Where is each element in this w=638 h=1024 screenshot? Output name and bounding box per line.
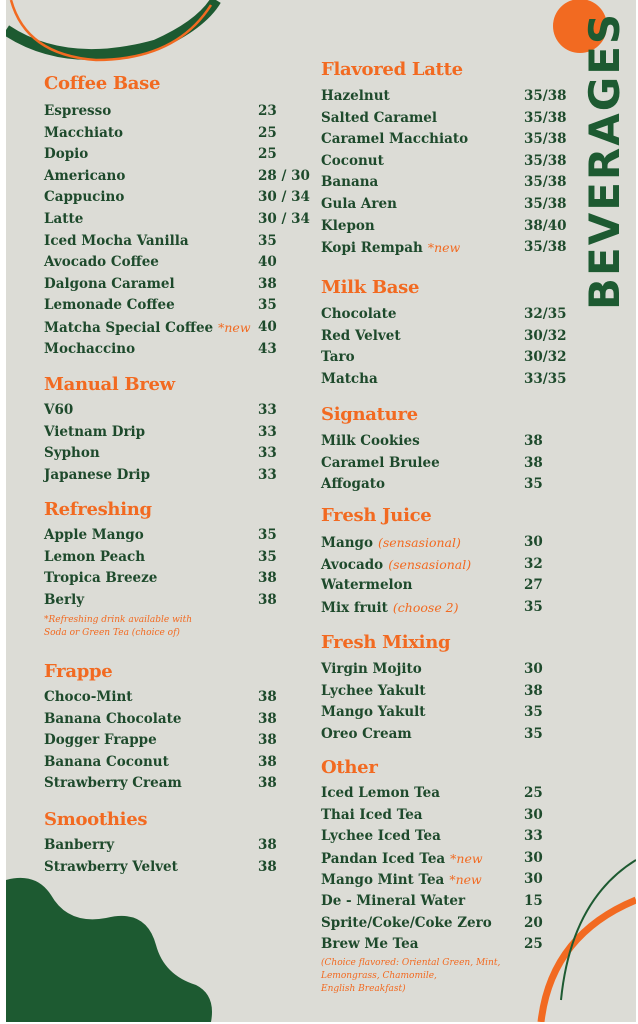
menu-item-name: [44, 276, 175, 293]
section-title: Milk Base: [321, 277, 420, 298]
menu-item-price: 30 / 34: [258, 189, 310, 206]
item-name: Mango Yakult: [321, 704, 426, 721]
section-title: Refreshing: [44, 499, 152, 520]
menu-item-name: [44, 527, 144, 544]
menu-item-price: 28 / 30: [258, 167, 310, 184]
menu-item-price: 40: [258, 254, 277, 271]
menu-item-name: [321, 455, 440, 472]
menu-item-price: 30 / 34: [258, 211, 310, 227]
menu-item-name: [44, 146, 88, 163]
note-line: *Refreshing drink available with: [44, 615, 193, 625]
item-name: Virgin Mojito: [321, 661, 422, 677]
menu-item-name: [44, 319, 251, 337]
item-name: Milk Cookies: [321, 433, 420, 449]
menu-item-price: 33: [258, 423, 277, 440]
bottom-left-green-blob: [6, 878, 212, 1022]
section-title: Flavored Latte: [321, 59, 463, 80]
menu-item-name: [44, 837, 114, 854]
menu-item-name: [44, 254, 159, 271]
menu-item-price: 38: [258, 837, 277, 853]
menu-item-name: [44, 549, 145, 566]
menu-item-name: [321, 704, 426, 721]
item-name: Dopio: [44, 146, 89, 163]
menu-item-price: 35: [524, 704, 543, 721]
menu-item-price: 30/32: [524, 349, 567, 366]
menu-item-price: 25: [524, 785, 543, 801]
item-name: Lychee Yakult: [321, 682, 426, 699]
item-tag: (choose 2): [392, 599, 459, 615]
item-name: Gula Aren: [321, 196, 397, 212]
menu-item-price: 38: [258, 591, 277, 608]
menu-item-price: 35/38: [524, 196, 567, 212]
item-name: Pandan Iced Tea: [321, 850, 446, 867]
menu-item-name: [44, 732, 157, 749]
menu-item-price: 20: [524, 914, 543, 931]
menu-item-price: 30/32: [524, 327, 567, 344]
item-tag: *new: [218, 320, 251, 335]
bottom-right-orange-arc: [541, 900, 636, 1022]
menu-item-price: 35: [258, 232, 277, 249]
menu-item-name: [321, 726, 412, 743]
menu-item-name: [321, 785, 440, 802]
menu-item-name: [321, 153, 384, 170]
top-left-green-arc: [6, 0, 216, 55]
menu-item-name: [321, 131, 468, 148]
item-name: Mix fruit: [321, 599, 388, 616]
menu-item-price: 38: [258, 753, 277, 770]
menu-item-price: 35: [524, 598, 543, 615]
item-name: Berly: [44, 591, 85, 608]
menu-item-price: 38: [524, 682, 543, 699]
item-name: Banana: [321, 174, 379, 191]
menu-item-price: 25: [524, 936, 543, 953]
menu-item-price: 25: [258, 146, 277, 163]
note-line: (Choice flavored: Oriental Green, Mint,: [321, 958, 501, 968]
menu-item-name: [321, 349, 355, 366]
menu-item-name: [44, 233, 189, 250]
item-name: Choco-Mint: [44, 689, 133, 705]
item-name: Matcha Special Coffee: [44, 320, 214, 336]
item-name: Latte: [44, 211, 84, 227]
item-name: Avocado: [321, 556, 384, 573]
item-tag: (sensasional): [377, 535, 461, 550]
menu-item-name: [44, 189, 124, 206]
menu-item-name: [44, 570, 157, 587]
menu-item-price: 38: [258, 858, 277, 875]
item-tag: (sensasional): [388, 556, 472, 572]
menu-item-name: [44, 467, 150, 484]
section-title: Signature: [321, 404, 418, 425]
page-title: BEVERAGES: [580, 11, 629, 310]
menu-item-name: [44, 103, 111, 120]
menu-item-name: [321, 196, 397, 213]
item-name: V60: [44, 402, 74, 418]
menu-item-name: [44, 592, 84, 609]
item-name: Syphon: [44, 445, 100, 462]
section-title: Fresh Juice: [321, 505, 432, 526]
item-name: Americano: [44, 167, 126, 184]
section-note: [44, 614, 192, 640]
bottom-right-green-arc: [561, 860, 636, 1000]
item-name: Avocado Coffee: [44, 254, 159, 271]
item-name: Thai Iced Tea: [321, 806, 423, 823]
menu-item-name: [321, 828, 441, 845]
menu-item-name: [321, 577, 413, 594]
menu-item-price: 40: [258, 319, 277, 335]
menu-item-price: 35/38: [524, 152, 567, 169]
menu-item-price: 38: [524, 454, 543, 471]
menu-item-price: 35: [524, 476, 543, 493]
menu-item-price: 32/35: [524, 306, 567, 322]
section-title: Frappe: [44, 661, 113, 682]
menu-item-name: [321, 556, 471, 574]
menu-item-name: [321, 915, 492, 932]
item-name: Tropica Breeze: [44, 570, 158, 587]
menu-item-price: 38: [258, 570, 277, 587]
menu-item-name: [44, 711, 181, 728]
item-name: Mochaccino: [44, 340, 136, 357]
item-name: Kopi Rempah: [321, 240, 423, 257]
menu-item-name: [321, 599, 459, 617]
section-title: Manual Brew: [44, 374, 175, 395]
menu-item-price: 38: [258, 775, 277, 792]
section-title: Fresh Mixing: [321, 632, 451, 653]
item-name: Banana Chocolate: [44, 710, 182, 727]
menu-item-price: 30: [524, 534, 543, 550]
section-title: Smoothies: [44, 809, 148, 830]
menu-item-name: [44, 341, 135, 358]
item-name: Red Velvet: [321, 327, 401, 344]
menu-item-price: 38: [258, 732, 277, 749]
item-name: Affogato: [321, 476, 385, 493]
item-name: Vietnam Drip: [44, 423, 146, 440]
item-name: Lychee Iced Tea: [321, 828, 441, 845]
item-name: Matcha: [321, 370, 378, 387]
note-line: Lemongrass, Chamomile,: [321, 971, 437, 981]
item-name: De - Mineral Water: [321, 893, 466, 909]
menu-item-name: [321, 683, 426, 700]
item-name: Sprite/Coke/Coke Zero: [321, 914, 492, 931]
item-name: Mango: [321, 535, 373, 551]
item-tag: *new: [427, 240, 461, 256]
item-name: Lemon Peach: [44, 548, 146, 565]
section-note: [321, 957, 500, 996]
menu-item-name: [44, 775, 182, 792]
item-name: Iced Mocha Vanilla: [44, 232, 189, 249]
menu-item-price: 35/38: [524, 131, 567, 148]
item-name: Chocolate: [321, 306, 397, 322]
menu-item-name: [321, 661, 422, 678]
item-name: Dalgona Caramel: [44, 275, 175, 292]
item-name: Banana Coconut: [44, 753, 169, 770]
item-name: Oreo Cream: [321, 725, 412, 742]
menu-item-name: [44, 689, 133, 706]
menu-item-name: [321, 88, 390, 105]
menu-item-price: 38: [258, 710, 277, 727]
menu-item-price: 30: [524, 849, 543, 866]
item-name: Espresso: [44, 103, 112, 119]
menu-item-name: [321, 110, 437, 127]
menu-item-name: [321, 534, 461, 552]
menu-item-name: [44, 445, 100, 462]
item-name: Banberry: [44, 837, 115, 853]
item-tag: *new: [450, 850, 483, 866]
menu-item-price: 35: [258, 548, 277, 565]
menu-item-price: 33: [258, 402, 277, 418]
menu-item-name: [321, 476, 385, 493]
menu-item-name: [321, 239, 460, 257]
menu-item-price: 30: [524, 806, 543, 823]
menu-item-price: 43: [258, 340, 277, 357]
menu-item-price: 35/38: [524, 239, 567, 256]
item-name: Japanese Drip: [44, 466, 151, 483]
item-name: Iced Lemon Tea: [321, 785, 440, 801]
menu-item-price: 25: [258, 124, 277, 141]
menu-item-price: 35: [524, 725, 543, 742]
menu-item-price: 38: [258, 275, 277, 292]
menu-item-name: [321, 306, 397, 323]
item-name: Brew Me Tea: [321, 936, 419, 953]
menu-item-name: [321, 433, 420, 450]
item-name: Taro: [321, 349, 355, 366]
menu-item-price: 35: [258, 297, 277, 314]
menu-board: [6, 0, 636, 1022]
menu-item-price: 27: [524, 577, 543, 594]
menu-item-name: [321, 218, 375, 235]
item-name: Dogger Frappe: [44, 732, 157, 749]
menu-item-price: 38: [258, 689, 277, 705]
item-name: Cappucino: [44, 189, 125, 206]
menu-item-name: [321, 893, 465, 910]
menu-item-name: [44, 859, 178, 876]
section-title: Other: [321, 757, 378, 778]
menu-item-price: 35: [258, 527, 277, 543]
section-title: Coffee Base: [44, 73, 161, 94]
menu-item-price: 33: [258, 445, 277, 462]
item-name: Strawberry Cream: [44, 775, 182, 792]
menu-item-name: [44, 402, 73, 419]
menu-item-price: 32: [524, 555, 543, 572]
menu-item-name: [44, 424, 145, 441]
item-name: Hazelnut: [321, 88, 390, 104]
menu-item-name: [321, 871, 482, 889]
menu-item-price: 38: [524, 433, 543, 449]
item-name: Watermelon: [321, 577, 413, 594]
item-name: Lemonade Coffee: [44, 297, 175, 314]
item-name: Macchiato: [44, 124, 124, 141]
menu-item-name: [44, 168, 125, 185]
menu-item-name: [321, 850, 483, 868]
item-name: Mango Mint Tea: [321, 872, 445, 889]
menu-item-price: 35/38: [524, 109, 567, 126]
menu-item-price: 23: [258, 103, 277, 119]
note-line: English Breakfast): [321, 984, 406, 994]
menu-item-name: [44, 211, 83, 228]
menu-item-price: 30: [524, 661, 543, 677]
menu-item-name: [321, 174, 378, 191]
item-name: Apple Mango: [44, 527, 144, 543]
menu-item-name: [44, 754, 169, 771]
item-name: Salted Caramel: [321, 109, 437, 126]
menu-item-name: [44, 297, 175, 314]
menu-item-price: 33/35: [524, 370, 567, 387]
note-line: Soda or Green Tea (choice of): [44, 628, 180, 638]
menu-item-price: 30: [524, 871, 543, 888]
menu-item-name: [44, 125, 123, 142]
menu-item-price: 35/38: [524, 88, 567, 104]
menu-item-name: [321, 807, 423, 824]
menu-item-name: [321, 936, 419, 953]
item-name: Caramel Macchiato: [321, 131, 469, 148]
item-name: Coconut: [321, 152, 384, 169]
menu-item-price: 38/40: [524, 217, 567, 234]
menu-item-name: [321, 371, 378, 388]
item-name: Caramel Brulee: [321, 454, 440, 471]
menu-item-price: 33: [258, 466, 277, 483]
menu-item-name: [321, 328, 401, 345]
item-tag: *new: [449, 872, 482, 888]
item-name: Klepon: [321, 217, 375, 234]
menu-item-price: 15: [524, 893, 543, 909]
item-name: Strawberry Velvet: [44, 858, 178, 875]
menu-item-price: 35/38: [524, 174, 567, 191]
menu-item-price: 33: [524, 828, 543, 845]
